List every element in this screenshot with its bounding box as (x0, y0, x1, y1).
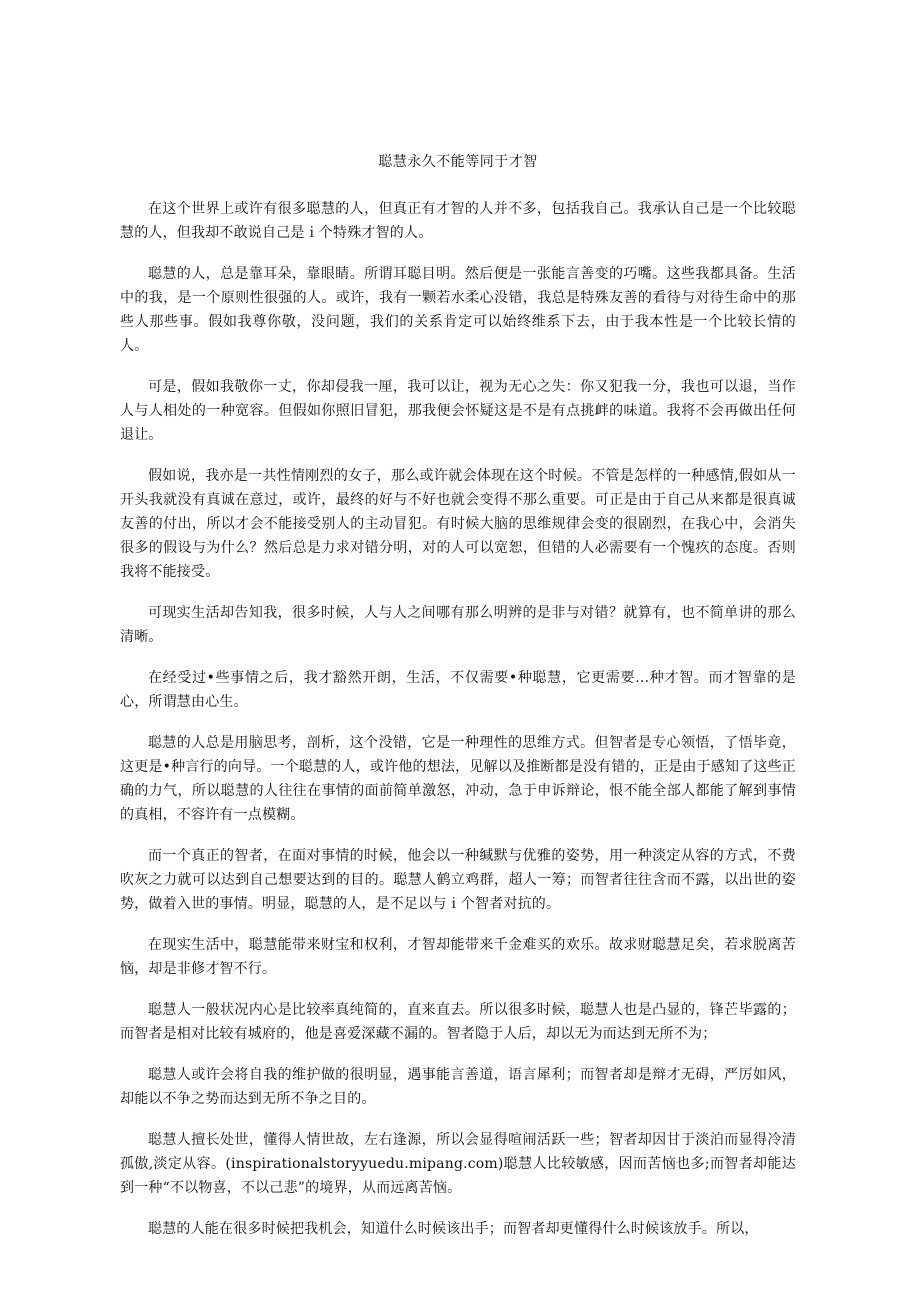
paragraph-2: 聪慧的人，总是靠耳朵，靠眼睛。所谓耳聪目明。然后便是一张能言善变的巧嘴。这些我都具备。生活中的我，是一个原则性很强的人。或许，我有一颗若水柔心没错，我总是特殊友善的看待与对待生命中的那些人那些事。假如我尊你敬，没问题，我们的关系肯定可以始终维系下去，由于我本性是一个比较长情的人。 (120, 266, 796, 354)
paragraph-6: 在经受过•些事情之后，我才豁然开朗，生活，不仅需要•种聪慧，它更需要…种才智。而才智靠的是心，所谓慧由心生。 (120, 670, 796, 710)
paragraph-12: 聪慧人擅长处世，懂得人情世故，左右逢源，所以会显得喧闹活跃一些；智者却因甘于淡泊而显得冷清孤傲,淡定从容。(inspirationalstoryyuedu.mipang.com)聪慧人比较敏感，因而苦恼也多;而智者却能达到一种“不以物喜，不以己悲”的境界，从而远离苦恼。 (120, 1132, 796, 1196)
paragraph-8: 而一个真正的智者，在面对事情的时候，他会以一种缄默与优雅的姿势，用一种淡定从容的方式，不费吹灰之力就可以达到自己想要达到的目的。聪慧人鹤立鸡群，超人一筹；而智者往往含而不露，以出世的姿势，做着入世的事情。明显，聪慧的人，是不足以与ｉ个智者对抗的。 (120, 848, 796, 912)
document-title: 聪慧永久不能等同于才智 (378, 154, 538, 170)
paragraph-4: 假如说，我亦是一共性情刚烈的女子，那么或许就会体现在这个时候。不管是怎样的一种感情,假如从一开头我就没有真诚在意过，或许，最终的好与不好也就会变得不那么重要。可正是由于自己从来都是很真诚友善的付出，所以才会不能接受别人的主动冒犯。有时候大脑的思维规律会变的很剧烈，在我心中，会消失很多的假设与为什么？然后总是力求对错分明，对的人可以宽恕，但错的人必需要有一个愧疚的态度。否则我将不能接受。 (120, 468, 796, 580)
paragraph-9: 在现实生活中，聪慧能带来财宝和权利，才智却能带来千金难买的欢乐。故求财聪慧足矣，若求脱离苦恼，却是非修才智不行。 (120, 937, 796, 977)
paragraph-1: 在这个世界上或许有很多聪慧的人，但真正有才智的人并不多，包括我自己。我承认自己是一个比较聪慧的人，但我却不敢说自己是ｉ个特殊才智的人。 (120, 201, 796, 241)
paragraph-5: 可现实生活却告知我，很多时候，人与人之间哪有那么明辨的是非与对错？就算有，也不简单讲的那么清晰。 (120, 605, 796, 645)
paragraph-13: 聪慧的人能在很多时候把我机会，知道什么时候该出手；而智者却更懂得什么时候该放手。所以， (148, 1221, 759, 1237)
paragraph-10: 聪慧人一般状况内心是比较率真纯简的，直来直去。所以很多时候，聪慧人也是凸显的，锋芒毕露的；而智者是相对比较有城府的，他是喜爱深藏不漏的。智者隐于人后，却以无为而达到无所不为； (120, 1002, 796, 1042)
paragraph-11: 聪慧人或许会将自我的维护做的很明显，遇事能言善道，语言犀利；而智者却是辩才无碍，严厉如风，却能以不争之势而达到无所不争之目的。 (120, 1067, 796, 1107)
document-page (120, 150, 796, 1258)
paragraph-3: 可是，假如我敬你一丈，你却侵我一厘，我可以让，视为无心之失：你又犯我一分，我也可以退，当作人与人相处的一种宽容。但假如你照旧冒犯，那我便会怀疑这是不是有点挑衅的味道。我将不会再做出任何退让。 (120, 379, 796, 443)
paragraph-7: 聪慧的人总是用脑思考，剖析，这个没错，它是一种理性的思维方式。但智者是专心领悟，了悟毕竟，这更是•种言行的向导。一个聪慧的人，或许他的想法，见解以及推断都是没有错的，正是由于感知了这些正确的力气，所以聪慧的人往往在事情的面前简单激怒，冲动，急于申诉辩论，恨不能全部人都能了解到事情的真相，不容许有一点模糊。 (120, 735, 796, 823)
